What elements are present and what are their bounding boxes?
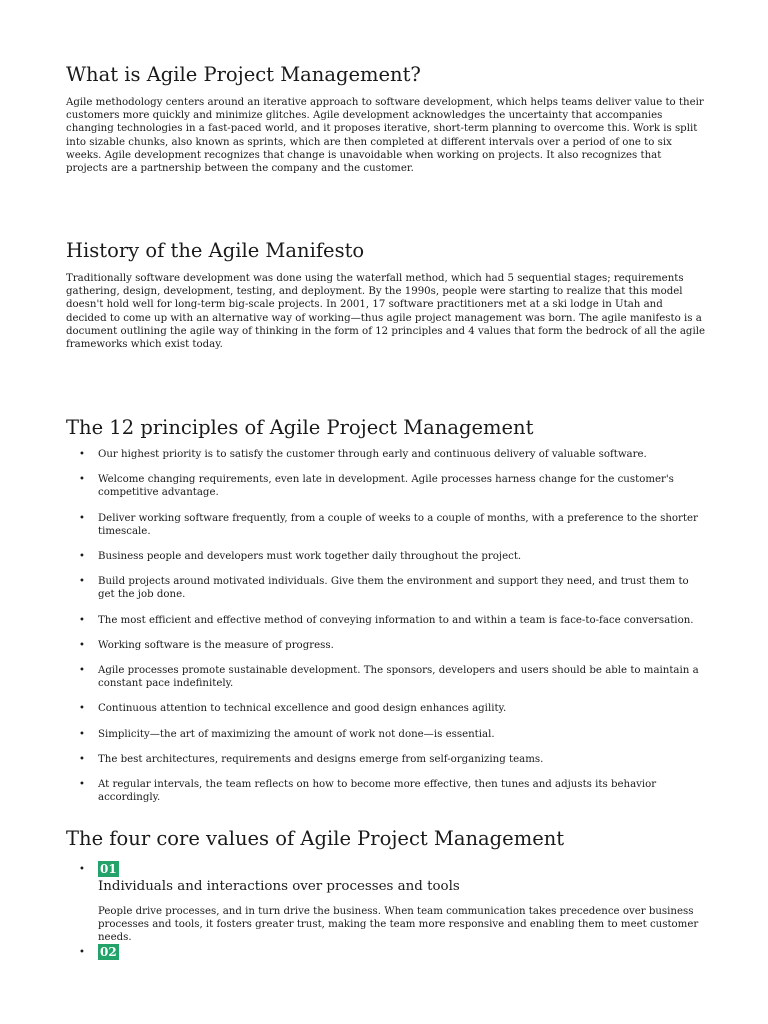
bullet-icon: • <box>79 947 85 958</box>
principle-item: • Business people and developers must work together daily throughout the project. <box>66 550 706 563</box>
heading-principles: The 12 principles of Agile Project Management <box>66 416 534 439</box>
value-item-01 <box>66 860 706 946</box>
principle-item: • Welcome changing requirements, even late in development. Agile processes harness change for the customer's competitive advantage. <box>66 473 706 499</box>
principle-item: • Deliver working software frequently, from a couple of weeks to a couple of months, with a preference to the shorter timescale. <box>66 512 706 538</box>
principle-item: • The best architectures, requirements and designs emerge from self-organizing teams. <box>66 753 706 766</box>
paragraph-what-is: Agile methodology centers around an iterative approach to software development, which helps teams deliver value to their customers more quickly and minimize glitches. Agile development acknowledges the uncertainty that accompanies changing technologies in a fast-paced world, and it proposes iterative, short-term planning to overcome this. Work is split into sizable chunks, also known as sprints, which are then completed at different intervals over a period of one to six weeks. Agile development recognizes that change is unavoidable when working on projects. It also recognizes that projects are a partnership between the company and the customer. <box>66 97 704 175</box>
principle-item: • Simplicity—the art of maximizing the amount of work not done—is essential. <box>66 728 706 741</box>
heading-values: The four core values of Agile Project Management <box>66 827 565 850</box>
principle-item: • Our highest priority is to satisfy the customer through early and continuous delivery of valuable software. <box>66 448 706 461</box>
value-number-badge: 02 <box>100 945 117 959</box>
bullet-icon: • <box>79 864 85 875</box>
heading-what-is: What is Agile Project Management? <box>66 63 421 86</box>
value-item-02 <box>66 943 706 963</box>
principle-item: • At regular intervals, the team reflects on how to become more effective, then tunes and adjusts its behavior accordingly. <box>66 778 706 804</box>
heading-history: History of the Agile Manifesto <box>66 239 365 262</box>
principles-list <box>66 448 706 816</box>
principle-item: • Working software is the measure of progress. <box>66 639 706 652</box>
principle-item: • Continuous attention to technical excellence and good design enhances agility. <box>66 702 706 715</box>
value-description: People drive processes, and in turn drive the business. When team communication takes precedence over business processes and tools, it fosters greater trust, making the team more responsive and enabling them to meet customer needs. <box>98 906 699 944</box>
principle-item: • Build projects around motivated individuals. Give them the environment and support they need, and trust them to get the job done. <box>66 575 706 601</box>
principle-item: • The most efficient and effective method of conveying information to and within a team is face-to-face conversation. <box>66 614 706 627</box>
principle-item: • Agile processes promote sustainable development. The sponsors, developers and users should be able to maintain a constant pace indefinitely. <box>66 664 706 690</box>
value-title: Individuals and interactions over processes and tools <box>98 879 460 894</box>
value-number-badge: 01 <box>100 862 117 876</box>
paragraph-history: Traditionally software development was done using the waterfall method, which had 5 sequential stages; requirements gathering, design, development, testing, and deployment. By the 1990s, people were starting to realize that this model doesn't hold well for long-term big-scale projects. In 2001, 17 software practitioners met at a ski lodge in Utah and decided to come up with an alternative way of working—thus agile project management was born. The agile manifesto is a document outlining the agile way of thinking in the form of 12 principles and 4 values that form the bedrock of all the agile frameworks which exist today. <box>66 273 705 351</box>
